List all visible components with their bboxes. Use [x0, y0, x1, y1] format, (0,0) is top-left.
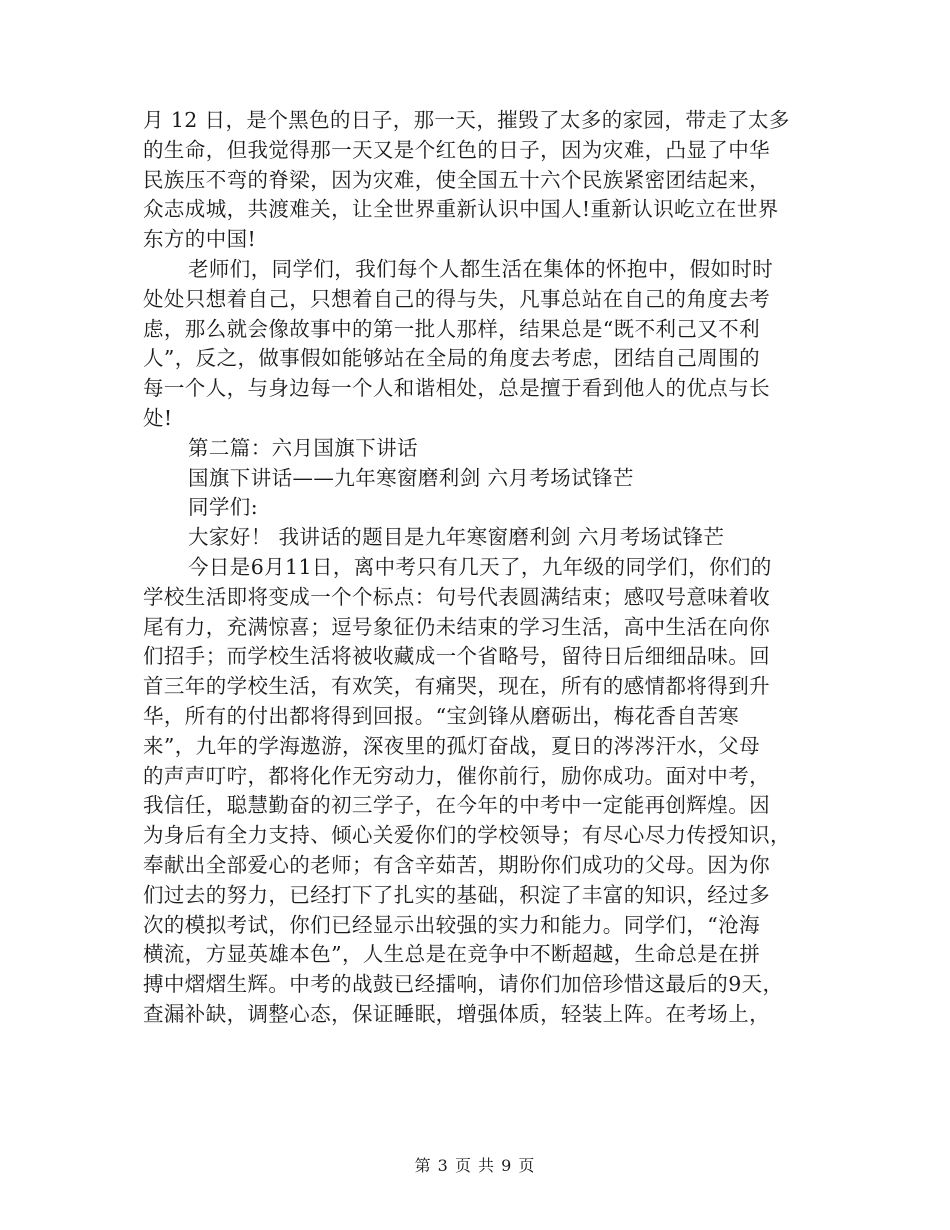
text-line: 学校生活即将变成一个个标点：句号代表圆满结束；感叹号意味着收: [143, 584, 770, 609]
text-line: 们过去的努力，已经打下了扎实的基础，积淀了丰富的知识，经过多: [143, 882, 770, 907]
text-line: 处!: [143, 405, 173, 430]
paragraph-start: 今日是6月11日，离中考只有几天了，九年级的同学们，你们的: [188, 554, 772, 579]
text-line: 们招手；而学校生活将被收藏成一个省略号，留待日后细细品味。回: [143, 644, 770, 669]
text-line: 的声声叮咛，都将化作无穷动力，催你前行，励你成功。面对中考，: [143, 763, 770, 788]
text-line: 首三年的学校生活，有欢笑，有痛哭，现在，所有的感情都将得到升: [143, 674, 770, 699]
text-line: 华，所有的付出都将得到回报。“宝剑锋从磨砺出，梅花香自苦寒: [143, 703, 740, 728]
text-line: 处处只想着自己，只想着自己的得与失，凡事总站在自己的角度去考: [143, 286, 770, 311]
text-line: 次的模拟考试，你们已经显示出较强的实力和能力。同学们，“沧海: [143, 912, 760, 937]
paragraph-start: 老师们，同学们，我们每个人都生活在集体的怀抱中，假如时时: [188, 256, 774, 281]
speech-title: 国旗下讲话——九年寒窗磨利剑 六月考场试锋芒: [188, 465, 634, 490]
text-line: 众志成城，共渡难关，让全世界重新认识中国人!重新认识屹立在世界: [143, 197, 779, 222]
text-line: 奉献出全部爱心的老师；有含辛茹苦，期盼你们成功的父母。因为你: [143, 852, 770, 877]
text-line: 我信任，聪慧勤奋的初三学子，在今年的中考中一定能再创辉煌。因: [143, 793, 770, 818]
text-line: 的生命，但我觉得那一天又是个红色的日子，因为灾难，凸显了中华: [143, 137, 770, 162]
text-line: 人”，反之，做事假如能够站在全局的角度去考虑，团结自己周围的: [143, 346, 760, 371]
page-number-footer: 第 3 页 共 9 页: [414, 1156, 536, 1175]
page-body: [143, 106, 808, 1030]
text-line: 月 12 日，是个黑色的日子，那一天，摧毁了太多的家园，带走了太多: [143, 108, 790, 132]
text-line: 来”，九年的学海遨游，深夜里的孤灯奋战，夏日的涔涔汗水，父母: [143, 733, 760, 758]
salutation: 同学们:: [188, 495, 259, 520]
text-line: 民族压不弯的脊梁，因为灾难，使全国五十六个民族紧密团结起来，: [143, 167, 770, 192]
text-line: 东方的中国!: [143, 227, 257, 252]
greeting-line: 大家好！ 我讲话的题目是九年寒窗磨利剑 六月考场试锋芒: [188, 525, 725, 550]
text-line: 每一个人，与身边每一个人和谐相处，总是擅于看到他人的优点与长: [143, 376, 770, 401]
text-line: 尾有力，充满惊喜；逗号象征仍未结束的学习生活，高中生活在向你: [143, 614, 770, 639]
text-line: 搏中熠熠生辉。中考的战鼓已经擂响，请你们加倍珍惜这最后的9天，: [143, 972, 784, 997]
text-line: 虑，那么就会像故事中的第一批人那样，结果总是“既不利己又不利: [143, 316, 760, 341]
section-heading: 第二篇：六月国旗下讲话: [188, 435, 418, 460]
text-line: 横流，方显英雄本色”，人生总是在竞争中不断超越，生命总是在拼: [143, 942, 760, 967]
text-line: 为身后有全力支持、倾心关爱你们的学校领导；有尽心尽力传授知识，: [143, 823, 791, 848]
text-line: 查漏补缺，调整心态，保证睡眠，增强体质，轻装上阵。在考场上，: [143, 1001, 770, 1026]
